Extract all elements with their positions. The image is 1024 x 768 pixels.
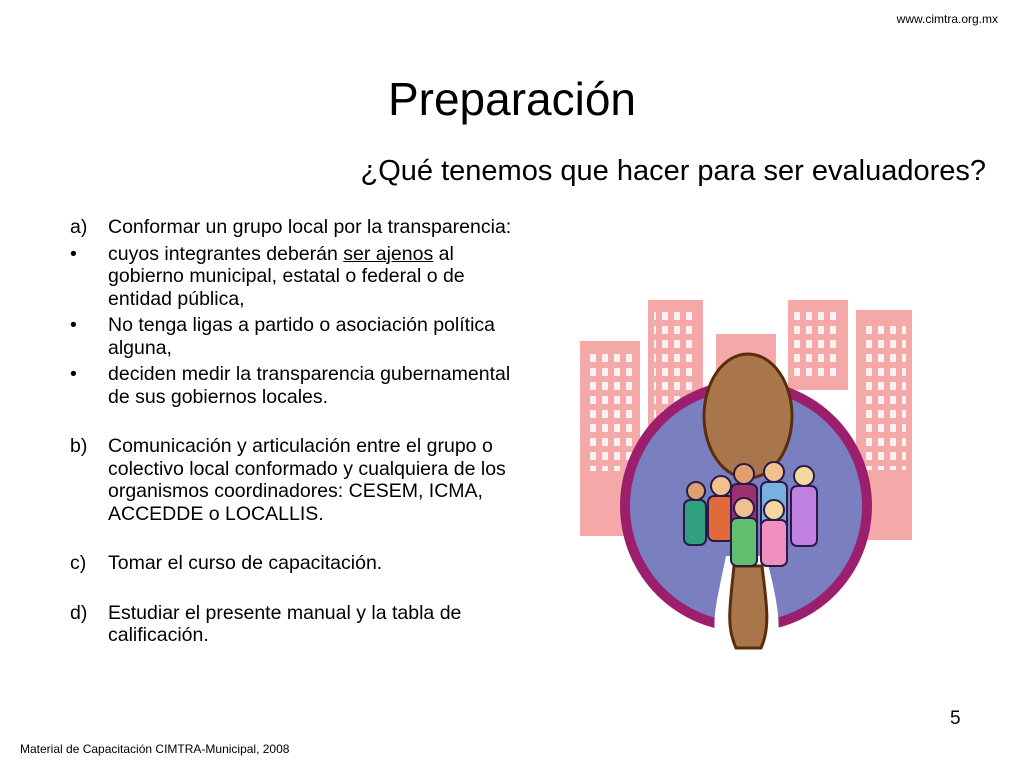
page-number: 5: [950, 708, 961, 729]
bullet-item-3: [70, 363, 520, 408]
slide-title: Preparación: [387, 73, 637, 125]
footer-text: Material de Capacitación CIMTRA-Municipal, 2008: [20, 742, 290, 756]
bullet-text-1-after: al gobierno municipal, estatal o federal o de entidad pública,: [108, 242, 465, 310]
slide-subtitle: ¿Qué tenemos que hacer para ser evaluadores?: [360, 155, 986, 187]
list-item-b: [70, 435, 520, 525]
bullet-item-1: [70, 243, 520, 311]
list-text-b: Comunicación y articulación entre el grupo o colectivo local conformado y cualquiera de los organismos coordinadores: CESEM, ICMA, ACCEDDE o LOCALLIS.: [108, 435, 506, 525]
bullet-text-2: No tenga ligas a partido o asociación política alguna,: [108, 314, 495, 359]
list-marker-b: b): [70, 435, 88, 457]
large-head: [704, 354, 792, 478]
list-item-a: [70, 216, 520, 239]
bullet-marker: •: [70, 363, 77, 385]
bullet-text-1-before: cuyos integrantes deberán: [108, 242, 344, 265]
list-marker-d: d): [70, 601, 88, 624]
slide-body: [70, 216, 520, 647]
site-url: www.cimtra.org.mx: [896, 12, 998, 26]
list-marker-a: a): [70, 216, 88, 238]
bullet-item-2: [70, 314, 520, 359]
underlined-phrase: ser ajenos: [343, 242, 434, 265]
list-text-c: Tomar el curso de capacitación.: [108, 552, 383, 574]
community-group-clipart-icon: [576, 296, 916, 656]
list-marker-c: c): [70, 552, 87, 574]
bullet-marker: •: [70, 314, 77, 336]
bullet-text-3: deciden medir la transparencia gubernamental de sus gobiernos locales.: [108, 363, 511, 408]
list-item-d: [70, 602, 520, 647]
bullet-marker: •: [70, 242, 77, 265]
bullet-text-1: [108, 243, 520, 311]
list-text-d: Estudiar el presente manual y la tabla de calificación.: [108, 601, 462, 646]
list-item-c: [70, 552, 520, 575]
list-text-a: Conformar un grupo local por la transparencia:: [108, 216, 512, 238]
stem: [730, 566, 767, 648]
